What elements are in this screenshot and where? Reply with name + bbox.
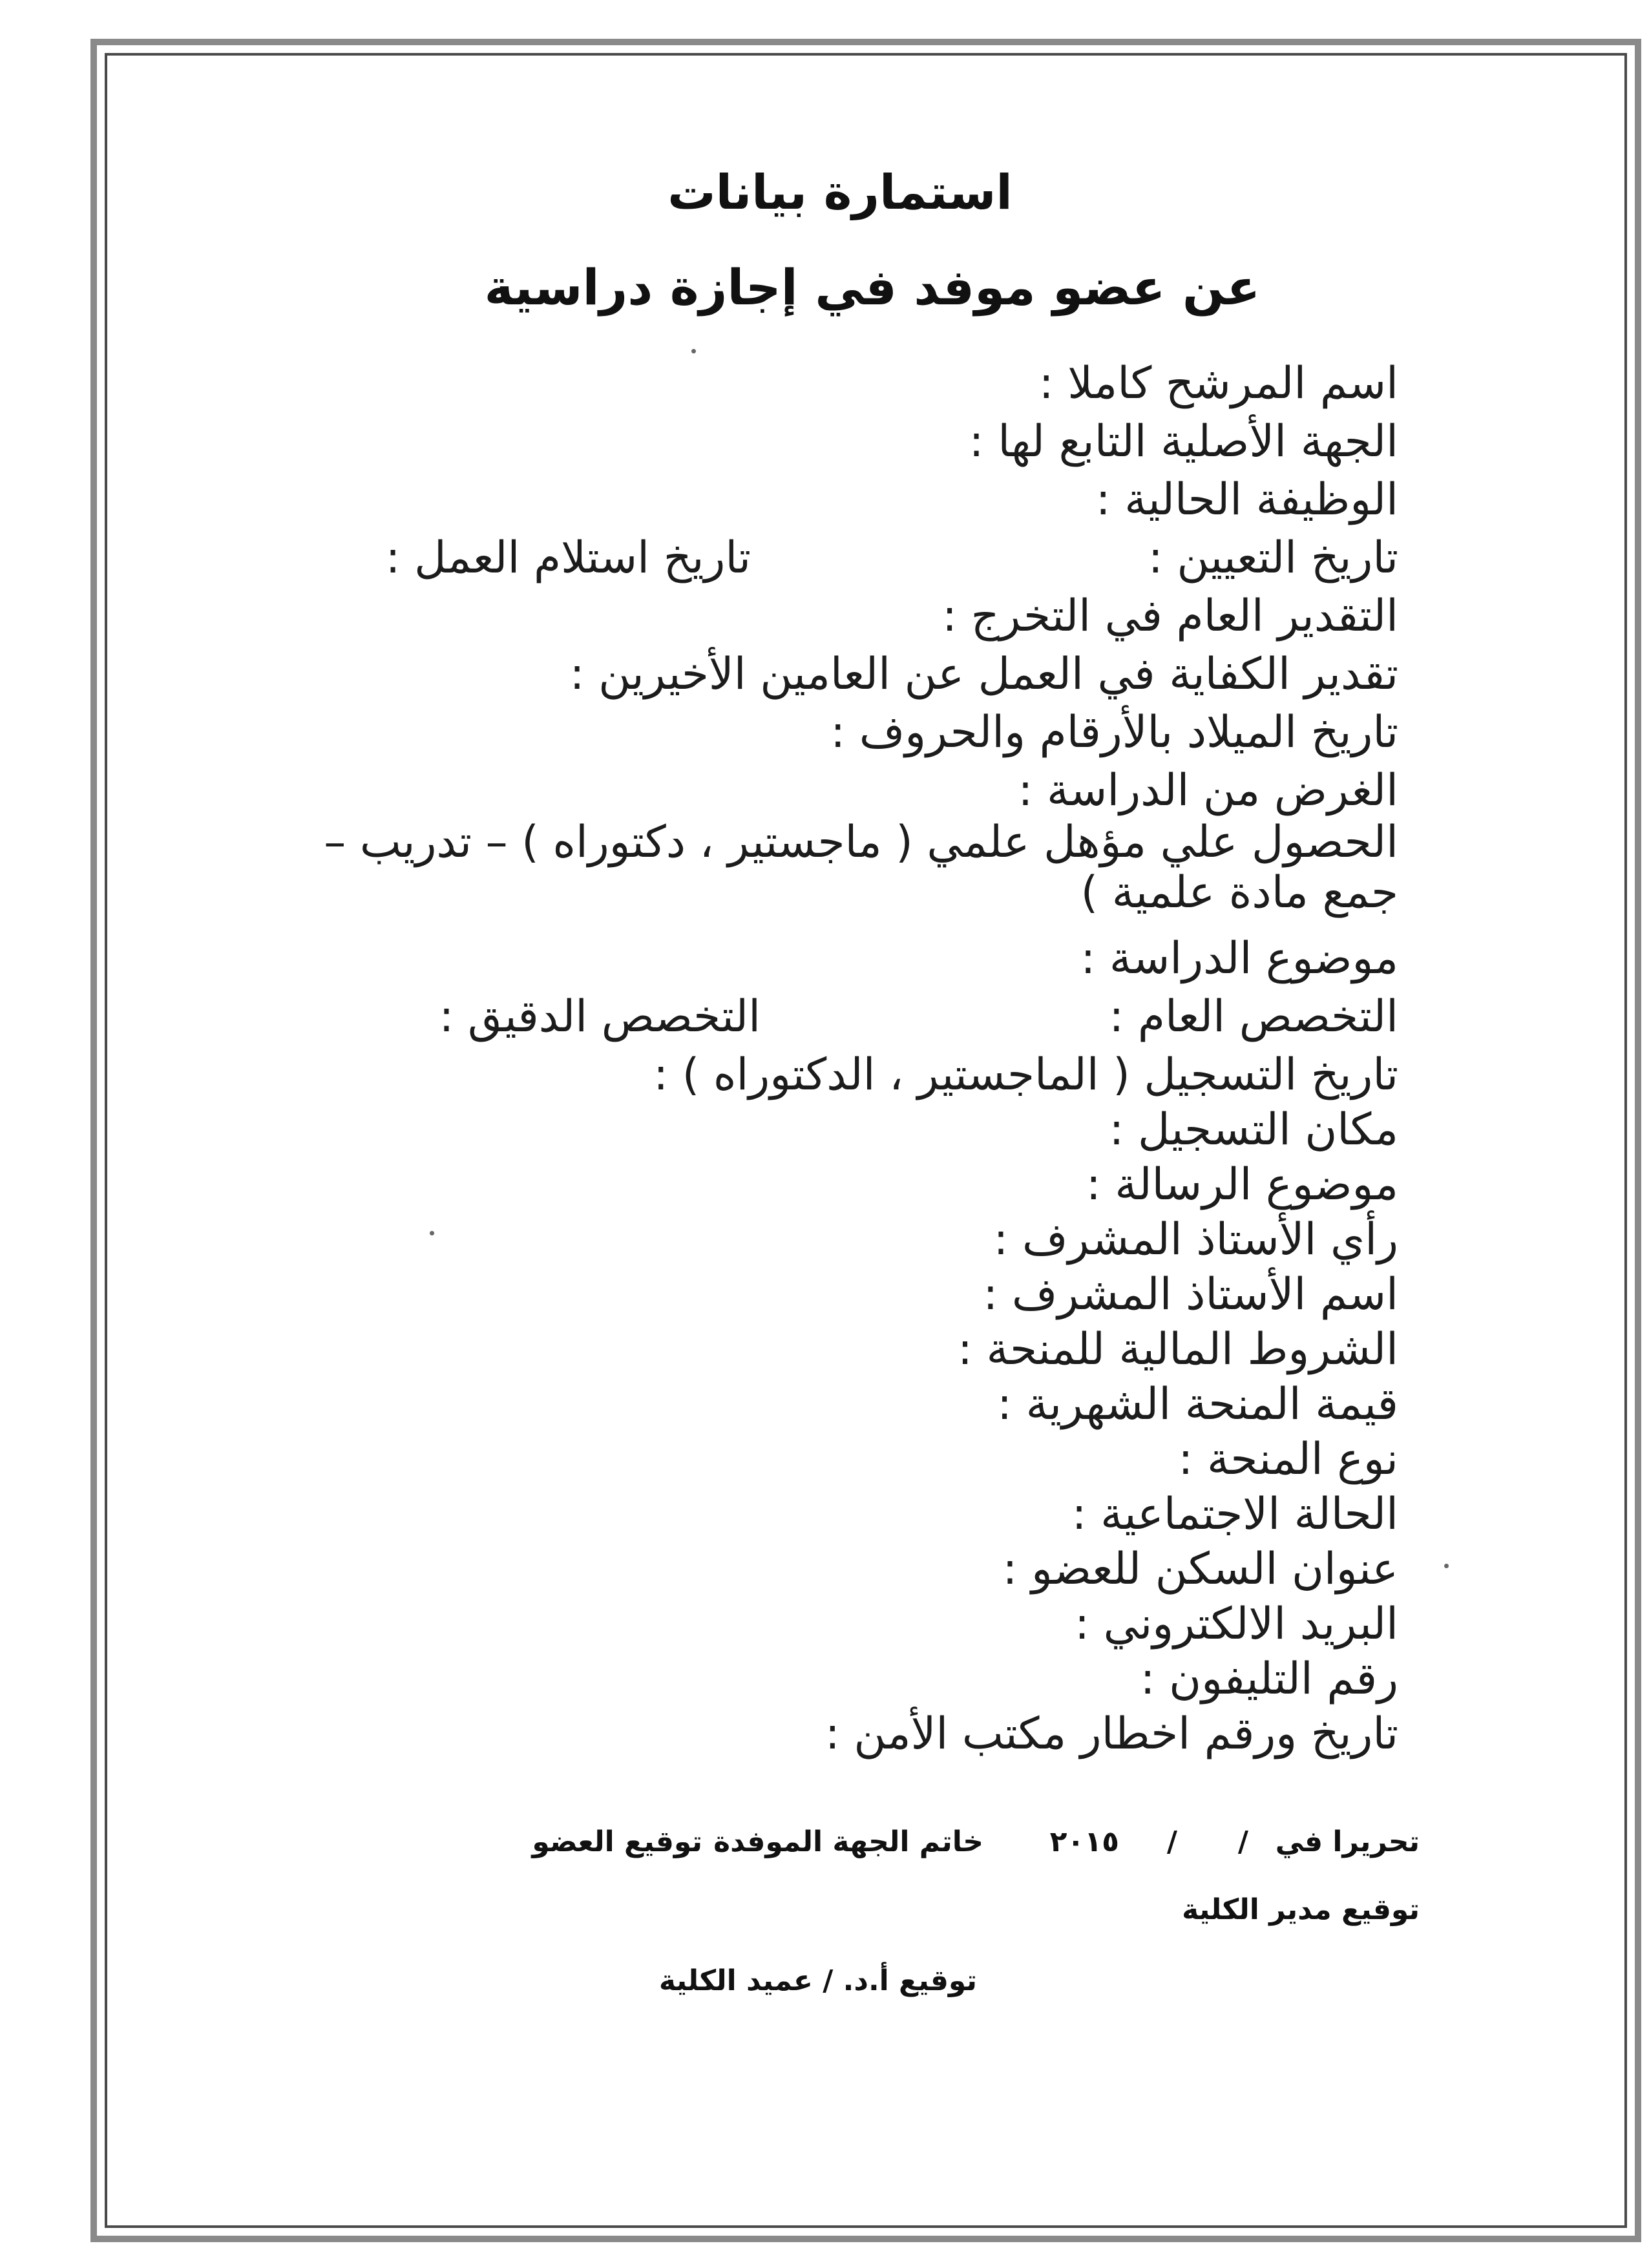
footer-date-slash: / [1166,1825,1177,1858]
field-birth-date: تاريخ الميلاد بالأرقام والحروف : [830,707,1398,758]
field-graduation-grade: التقدير العام في التخرج : [942,591,1398,642]
field-monthly-scholarship-value: قيمة المنحة الشهرية : [997,1379,1398,1430]
footer-written-on: تحريرا في [1275,1825,1420,1858]
field-supervisor-name: اسم الأستاذ المشرف : [983,1269,1398,1320]
field-scholarship-financial-terms: الشروط المالية للمنحة : [957,1324,1398,1375]
footer-year: ٢٠١٥ [1049,1825,1119,1858]
scan-speck [430,1231,434,1235]
field-appointment-date: تاريخ التعيين : [1148,532,1398,583]
field-study-purpose: الغرض من الدراسة : [1018,765,1398,816]
scan-speck [691,349,696,353]
field-marital-status: الحالة الاجتماعية : [1071,1489,1398,1540]
field-study-subject: موضوع الدراسة : [1080,933,1398,984]
field-thesis-subject: موضوع الرسالة : [1086,1159,1398,1210]
field-work-start-date: تاريخ استلام العمل : [385,532,751,583]
field-residence-address: عنوان السكن للعضو : [1002,1544,1398,1595]
field-email: البريد الالكتروني : [1075,1599,1398,1650]
field-registration-place: مكان التسجيل : [1109,1104,1398,1155]
field-phone: رقم التليفون : [1140,1654,1398,1705]
footer-member-signature: توقيع العضو [532,1825,702,1858]
field-scholarship-type: نوع المنحة : [1178,1434,1398,1485]
field-work-efficiency: تقدير الكفاية في العمل عن العامين الأخيرين : [569,649,1398,700]
footer-sending-entity-stamp: خاتم الجهة الموفدة [713,1825,983,1858]
field-security-notice: تاريخ ورقم اخطار مكتب الأمن : [824,1708,1398,1759]
scan-speck [1444,1564,1449,1568]
field-original-entity: الجهة الأصلية التابع لها : [969,416,1398,467]
footer-date-slash: / [1237,1825,1248,1858]
field-current-job: الوظيفة الحالية : [1095,474,1398,525]
field-study-purpose-options: الحصول علي مؤهل علمي ( ماجستير ، دكتوراه ) – تدريب – جمع مادة علمية ) [324,817,1398,919]
form-title: استمارة بيانات [667,165,1013,220]
field-supervisor-opinion: رأي الأستاذ المشرف : [993,1214,1398,1265]
field-candidate-name: اسم المرشح كاملا : [1038,358,1398,409]
footer-college-director-signature: توقيع مدير الكلية [1182,1893,1420,1926]
field-precise-specialization: التخصص الدقيق : [439,991,761,1042]
field-general-specialization: التخصص العام : [1109,991,1398,1042]
footer-dean-signature: توقيع أ.د. / عميد الكلية [658,1964,977,1997]
form-subtitle: عن عضو موفد في إجازة دراسية [484,258,1261,316]
field-registration-date: تاريخ التسجيل ( الماجستير ، الدكتوراه ) : [653,1049,1398,1100]
